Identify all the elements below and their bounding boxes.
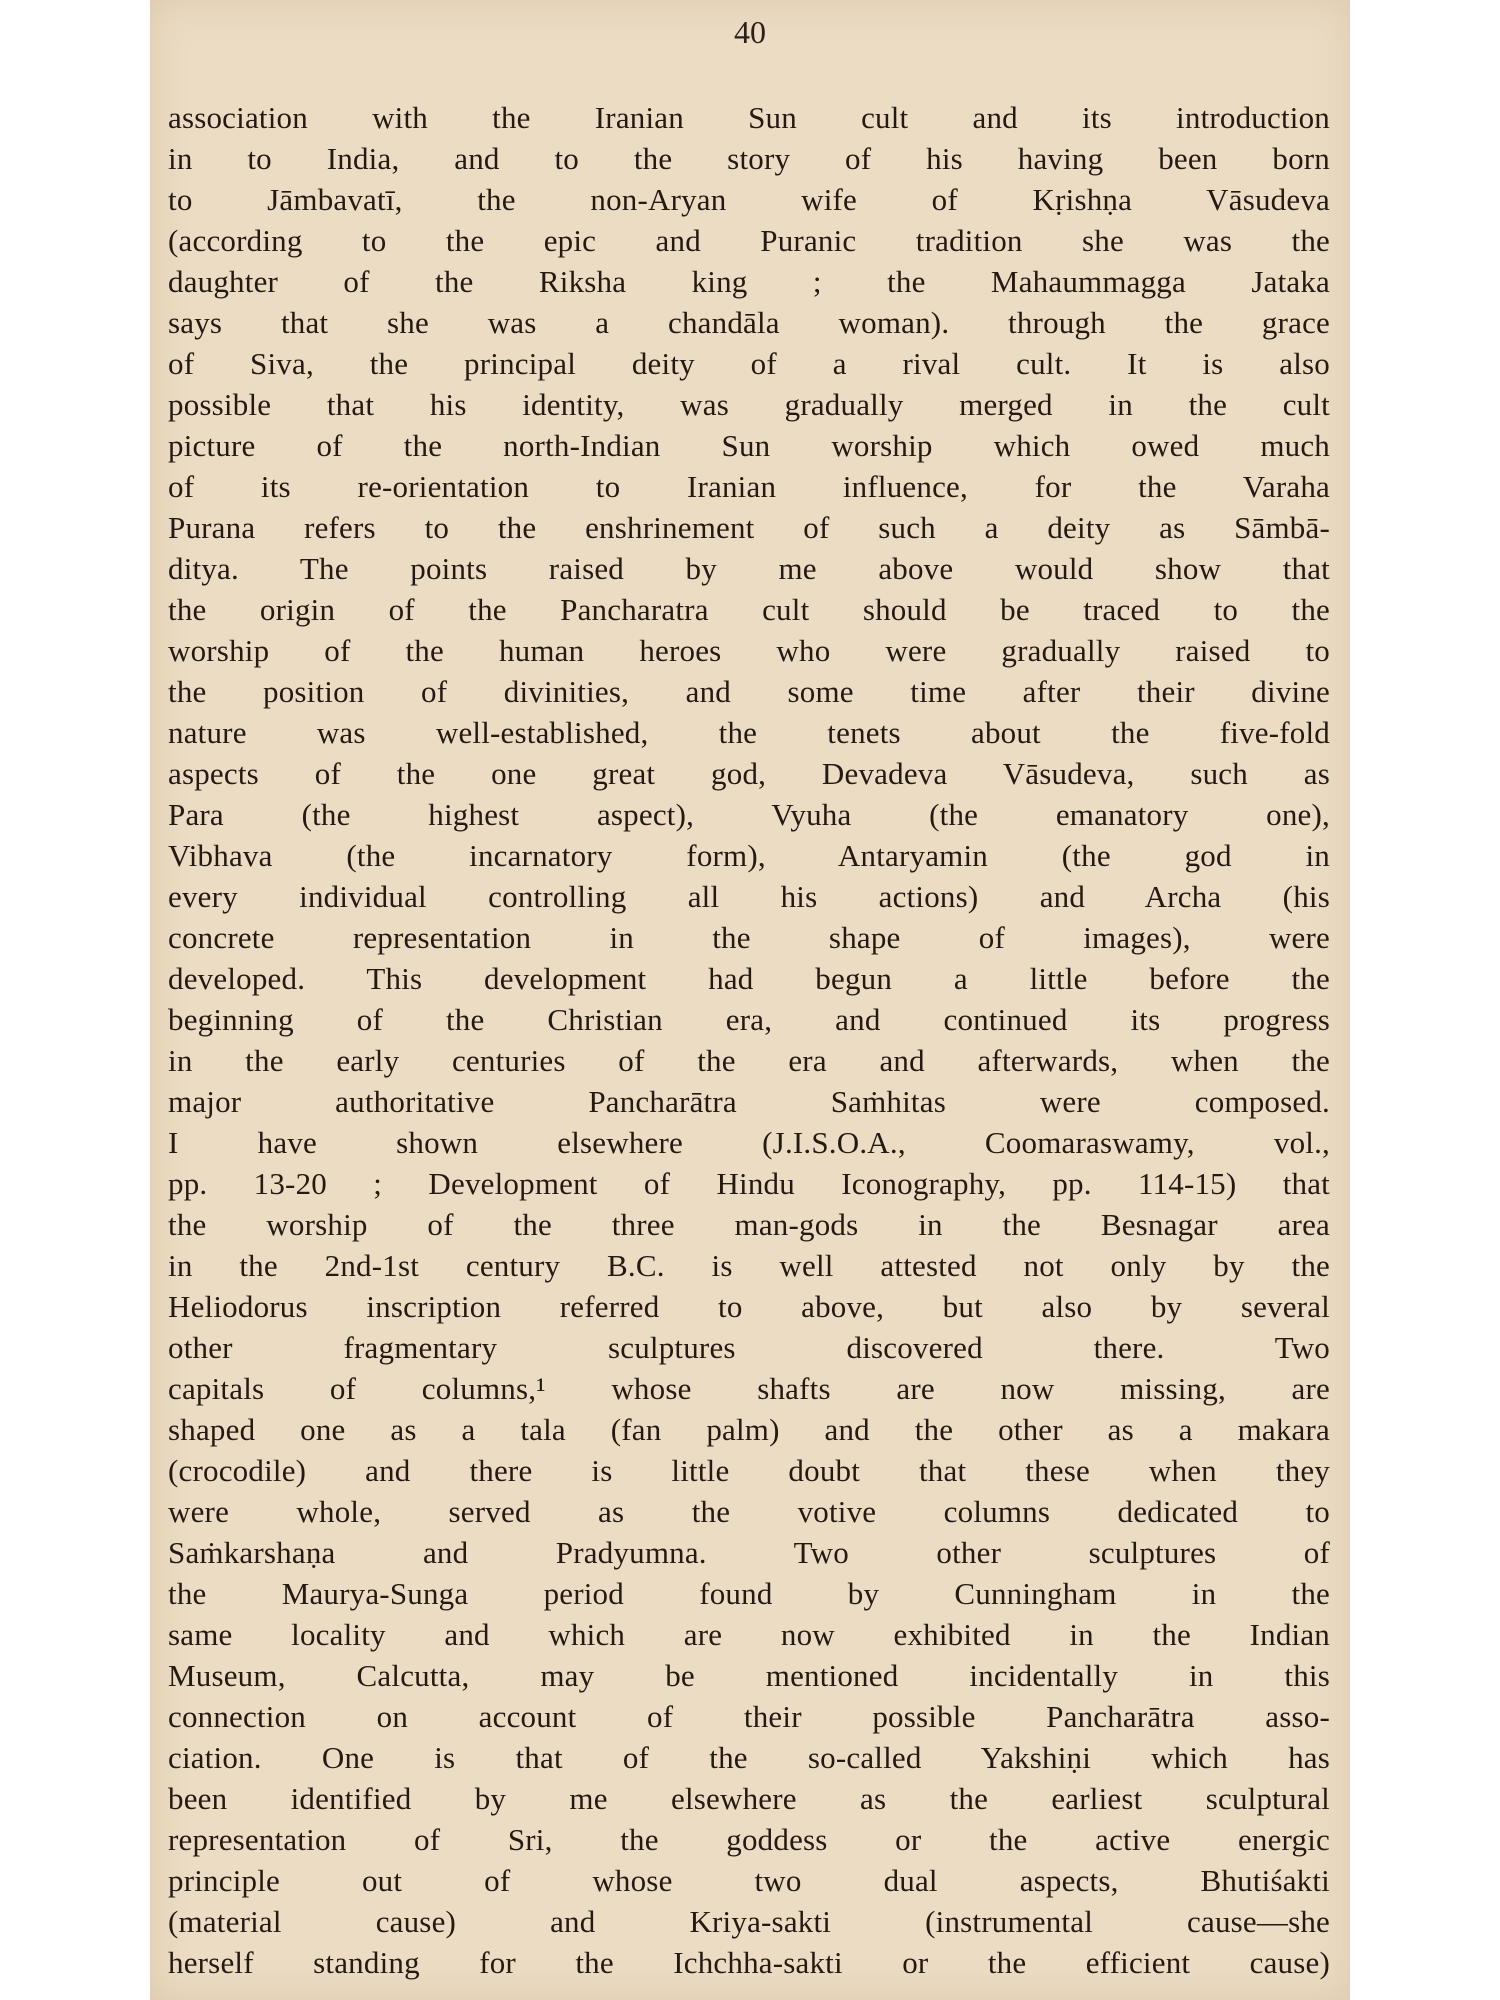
text-line: representation of Sri, the goddess or the active energic — [168, 1822, 1330, 1857]
text-line: in the early centuries of the era and afterwards, when the — [168, 1043, 1330, 1078]
text-line: in the 2nd-1st century B.C. is well attested not only by the — [168, 1248, 1330, 1283]
text-line: the origin of the Pancharatra cult should be traced to the — [168, 592, 1330, 627]
text-line: says that she was a chandāla woman). through the grace — [168, 305, 1330, 340]
text-line: daughter of the Riksha king ; the Mahaummagga Jataka — [168, 264, 1330, 299]
text-line: same locality and which are now exhibited in the Indian — [168, 1617, 1330, 1652]
text-line: the position of divinities, and some time after their divine — [168, 674, 1330, 709]
text-line: shaped one as a tala (fan palm) and the other as a makara — [168, 1412, 1330, 1447]
text-line: nature was well-established, the tenets about the five-fold — [168, 715, 1330, 750]
text-line: worship of the human heroes who were gradually raised to — [168, 633, 1330, 668]
text-line: picture of the north-Indian Sun worship which owed much — [168, 428, 1330, 463]
text-line: Para (the highest aspect), Vyuha (the emanatory one), — [168, 797, 1330, 832]
text-line: (material cause) and Kriya-sakti (instrumental cause—she — [168, 1904, 1330, 1939]
text-line: to Jāmbavatī, the non-Aryan wife of Kṛishṇa Vāsudeva — [168, 182, 1330, 217]
text-line: other fragmentary sculptures discovered there. Two — [168, 1330, 1330, 1365]
text-line: the Maurya-Sunga period found by Cunningham in the — [168, 1576, 1330, 1611]
text-line: pp. 13-20 ; Development of Hindu Iconography, pp. 114-15) that — [168, 1166, 1330, 1201]
body-text — [168, 97, 1330, 1983]
text-line: every individual controlling all his actions) and Archa (his — [168, 879, 1330, 914]
text-line: beginning of the Christian era, and continued its progress — [168, 1002, 1330, 1037]
text-line: herself standing for the Ichchha-sakti or the efficient cause) — [168, 1945, 1330, 1980]
text-line: of its re-orientation to Iranian influence, for the Varaha — [168, 469, 1330, 504]
text-line: in to India, and to the story of his having been born — [168, 141, 1330, 176]
book-page — [150, 0, 1350, 2000]
text-line: major authoritative Pancharātra Saṁhitas were composed. — [168, 1084, 1330, 1119]
text-line: Vibhava (the incarnatory form), Antaryamin (the god in — [168, 838, 1330, 873]
text-line: developed. This development had begun a little before the — [168, 961, 1330, 996]
text-line: I have shown elsewhere (J.I.S.O.A., Coomaraswamy, vol., — [168, 1125, 1330, 1160]
text-line: Purana refers to the enshrinement of such a deity as Sāmbā- — [168, 510, 1330, 545]
text-line: principle out of whose two dual aspects, Bhutiśakti — [168, 1863, 1330, 1898]
text-line: Saṁkarshaṇa and Pradyumna. Two other sculptures of — [168, 1535, 1330, 1570]
text-line: capitals of columns,¹ whose shafts are now missing, are — [168, 1371, 1330, 1406]
text-line: ditya. The points raised by me above would show that — [168, 551, 1330, 586]
text-line: been identified by me elsewhere as the earliest sculptural — [168, 1781, 1330, 1816]
text-line: were whole, served as the votive columns dedicated to — [168, 1494, 1330, 1529]
text-line: concrete representation in the shape of images), were — [168, 920, 1330, 955]
text-line: ciation. One is that of the so-called Yakshiṇi which has — [168, 1740, 1330, 1775]
text-line: connection on account of their possible Pancharātra asso- — [168, 1699, 1330, 1734]
text-line: (according to the epic and Puranic tradition she was the — [168, 223, 1330, 258]
text-line: Museum, Calcutta, may be mentioned incidentally in this — [168, 1658, 1330, 1693]
text-line: possible that his identity, was gradually merged in the cult — [168, 387, 1330, 422]
text-line: (crocodile) and there is little doubt that these when they — [168, 1453, 1330, 1488]
page-number: 40 — [734, 14, 766, 50]
text-line: aspects of the one great god, Devadeva Vāsudeva, such as — [168, 756, 1330, 791]
text-line: of Siva, the principal deity of a rival cult. It is also — [168, 346, 1330, 381]
text-line: Heliodorus inscription referred to above, but also by several — [168, 1289, 1330, 1324]
text-line: the worship of the three man-gods in the Besnagar area — [168, 1207, 1330, 1242]
text-line: association with the Iranian Sun cult and its introduction — [168, 100, 1330, 135]
